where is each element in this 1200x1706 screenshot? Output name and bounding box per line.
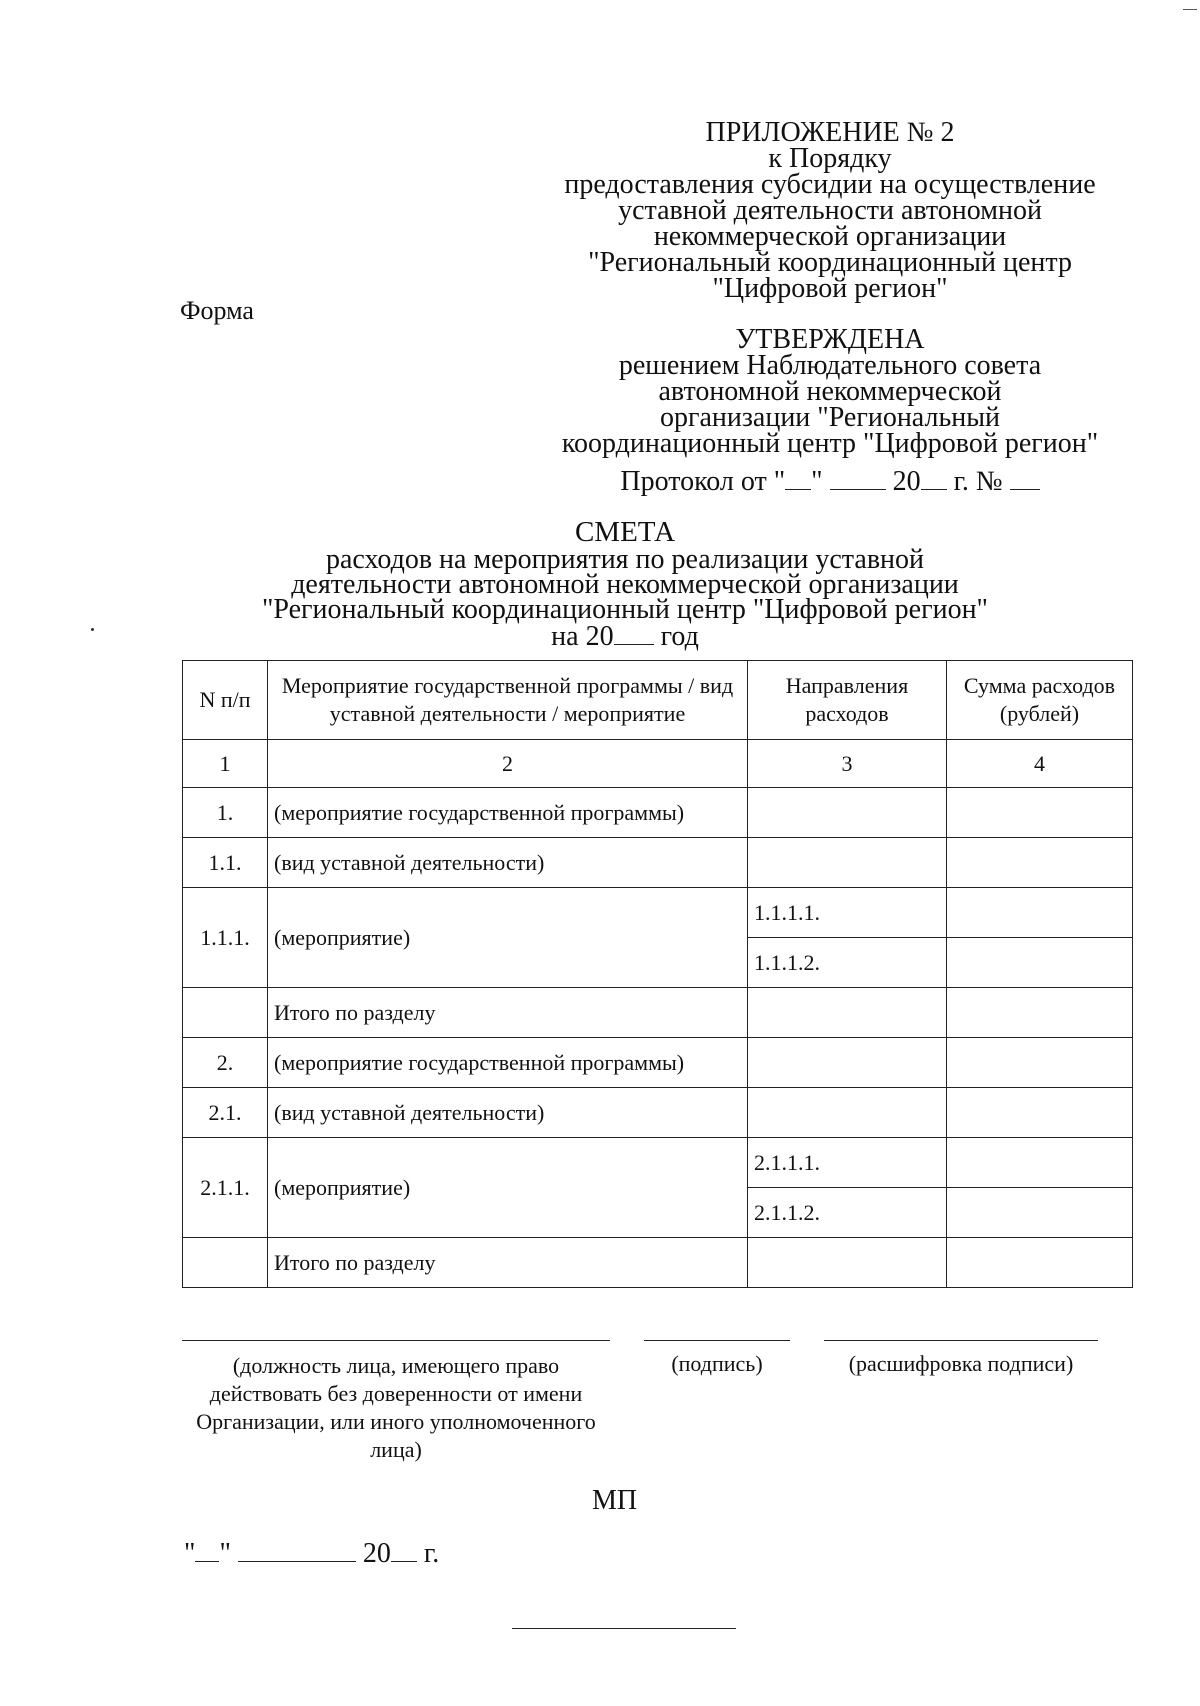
- row-label: (мероприятие): [268, 1138, 748, 1238]
- estimate-subtitle-line: деятельности автономной некоммерческой организации: [291, 569, 959, 600]
- amount-cell[interactable]: [947, 888, 1133, 938]
- row-label: (мероприятие государственной программы): [268, 788, 748, 838]
- protocol-year-suffix: г. №: [953, 466, 1003, 497]
- amount-cell[interactable]: [947, 938, 1133, 988]
- amount-cell[interactable]: [947, 838, 1133, 888]
- table-row: [183, 788, 1133, 838]
- estimate-year-prefix: на 20: [551, 621, 614, 652]
- column-number: 3: [748, 740, 947, 788]
- amount-cell[interactable]: [947, 1238, 1133, 1288]
- appendix-heading: ПРИЛОЖЕНИЕ № 2: [705, 117, 955, 148]
- table-row: [183, 838, 1133, 888]
- protocol-month-blank[interactable]: [830, 467, 886, 490]
- amount-cell[interactable]: [947, 1088, 1133, 1138]
- directions-cell[interactable]: 1.1.1.1.: [748, 888, 947, 938]
- stamp-placeholder: МП: [592, 1485, 638, 1516]
- table-row: [183, 1038, 1133, 1088]
- directions-cell[interactable]: 1.1.1.2.: [748, 938, 947, 988]
- date-year-blank[interactable]: [391, 1539, 417, 1562]
- row-number: [183, 988, 268, 1038]
- date-year-prefix: 20: [362, 1538, 391, 1569]
- directions-cell[interactable]: [748, 1088, 947, 1138]
- amount-cell[interactable]: [947, 1038, 1133, 1088]
- amount-cell[interactable]: [947, 988, 1133, 1038]
- protocol-line: [560, 466, 1100, 498]
- appendix-line: предоставления субсидии на осуществление: [564, 169, 1096, 200]
- column-numbers-row: [183, 740, 1133, 788]
- row-label: (мероприятие государственной программы): [268, 1038, 748, 1088]
- directions-cell[interactable]: [748, 1038, 947, 1088]
- position-signature-line[interactable]: [182, 1340, 610, 1341]
- appendix-line: "Цифровой регион": [712, 273, 948, 304]
- estimate-year-blank[interactable]: [614, 622, 654, 645]
- protocol-year-blank[interactable]: [921, 467, 947, 490]
- date-day-blank[interactable]: [195, 1539, 219, 1562]
- protocol-quote: ": [811, 466, 823, 497]
- signature-line[interactable]: [644, 1340, 790, 1341]
- estimate-table: [182, 660, 1133, 1288]
- row-label: (вид уставной деятельности): [268, 838, 748, 888]
- column-number: 2: [268, 740, 748, 788]
- position-caption: (должность лица, имеющего право действовать без доверенности от имени Организации, или иного уполномоченного лица): [196, 1353, 596, 1462]
- protocol-year-prefix: 20: [892, 466, 921, 497]
- scan-speck: [91, 628, 94, 631]
- header-activity: Мероприятие государственной программы / вид уставной деятельности / мероприятие: [268, 661, 748, 740]
- protocol-prefix: Протокол от ": [620, 466, 786, 497]
- header-number: N п/п: [183, 661, 268, 740]
- protocol-day-blank[interactable]: [785, 467, 811, 490]
- decoding-signature-line[interactable]: [824, 1340, 1098, 1341]
- signature-caption: (подпись): [671, 1351, 763, 1376]
- table-header-row: [183, 661, 1133, 740]
- appendix-line: уставной деятельности автономной: [618, 195, 1042, 226]
- row-label: (мероприятие): [268, 888, 748, 988]
- row-number: 2.1.1.: [183, 1138, 268, 1238]
- row-label: (вид уставной деятельности): [268, 1088, 748, 1138]
- column-number: 1: [183, 740, 268, 788]
- amount-cell[interactable]: [947, 788, 1133, 838]
- estimate-subtitle-line: "Региональный координационный центр "Цифровой регион": [262, 594, 988, 625]
- decoding-caption: (расшифровка подписи): [848, 1351, 1074, 1376]
- amount-cell[interactable]: [947, 1188, 1133, 1238]
- scan-mark: [1183, 9, 1197, 10]
- estimate-year-line: [230, 621, 1020, 652]
- approved-heading: УТВЕРЖДЕНА: [735, 324, 925, 355]
- date-line: [184, 1538, 439, 1570]
- row-number: 1.1.: [183, 838, 268, 888]
- row-number: [183, 1238, 268, 1288]
- approved-line: автономной некоммерческой: [658, 376, 1002, 407]
- appendix-line: "Региональный координационный центр: [588, 247, 1072, 278]
- estimate-title-block: [230, 516, 1020, 652]
- directions-cell[interactable]: [748, 838, 947, 888]
- directions-cell[interactable]: [748, 1238, 947, 1288]
- date-open-quote: ": [184, 1538, 196, 1569]
- row-number: 2.1.: [183, 1088, 268, 1138]
- approved-line: организации "Региональный: [659, 402, 1001, 433]
- header-directions: Направления расходов: [748, 661, 947, 740]
- table-row: [183, 888, 1133, 938]
- appendix-line: к Порядку: [768, 143, 892, 174]
- estimate-year-suffix: год: [660, 621, 699, 652]
- directions-cell[interactable]: 2.1.1.2.: [748, 1188, 947, 1238]
- row-number: 1.1.1.: [183, 888, 268, 988]
- date-month-blank[interactable]: [238, 1539, 356, 1562]
- protocol-number-blank[interactable]: [1010, 467, 1040, 490]
- table-row-total: [183, 1238, 1133, 1288]
- table-row: [183, 1088, 1133, 1138]
- header-amount: Сумма расходов (рублей): [947, 661, 1133, 740]
- estimate-subtitle-line: расходов на мероприятия по реализации уставной: [325, 544, 925, 575]
- row-number: 2.: [183, 1038, 268, 1088]
- form-label: Форма: [180, 296, 254, 325]
- date-year-suffix: г.: [423, 1538, 440, 1569]
- directions-cell[interactable]: [748, 988, 947, 1038]
- total-label: Итого по разделу: [268, 988, 748, 1038]
- appendix-line: некоммерческой организации: [653, 221, 1007, 252]
- estimate-title: СМЕТА: [574, 516, 676, 548]
- approved-line: координационный центр "Цифровой регион": [561, 428, 1099, 459]
- row-number: 1.: [183, 788, 268, 838]
- date-close-quote: ": [219, 1538, 231, 1569]
- appendix-block: [560, 117, 1100, 304]
- amount-cell[interactable]: [947, 1138, 1133, 1188]
- directions-cell[interactable]: 2.1.1.1.: [748, 1138, 947, 1188]
- bottom-rule: [512, 1628, 736, 1629]
- approved-line: решением Наблюдательного совета: [618, 350, 1042, 381]
- table-row: [183, 1138, 1133, 1188]
- directions-cell[interactable]: [748, 788, 947, 838]
- approved-block: [560, 324, 1100, 459]
- total-label: Итого по разделу: [268, 1238, 748, 1288]
- column-number: 4: [947, 740, 1133, 788]
- table-row-total: [183, 988, 1133, 1038]
